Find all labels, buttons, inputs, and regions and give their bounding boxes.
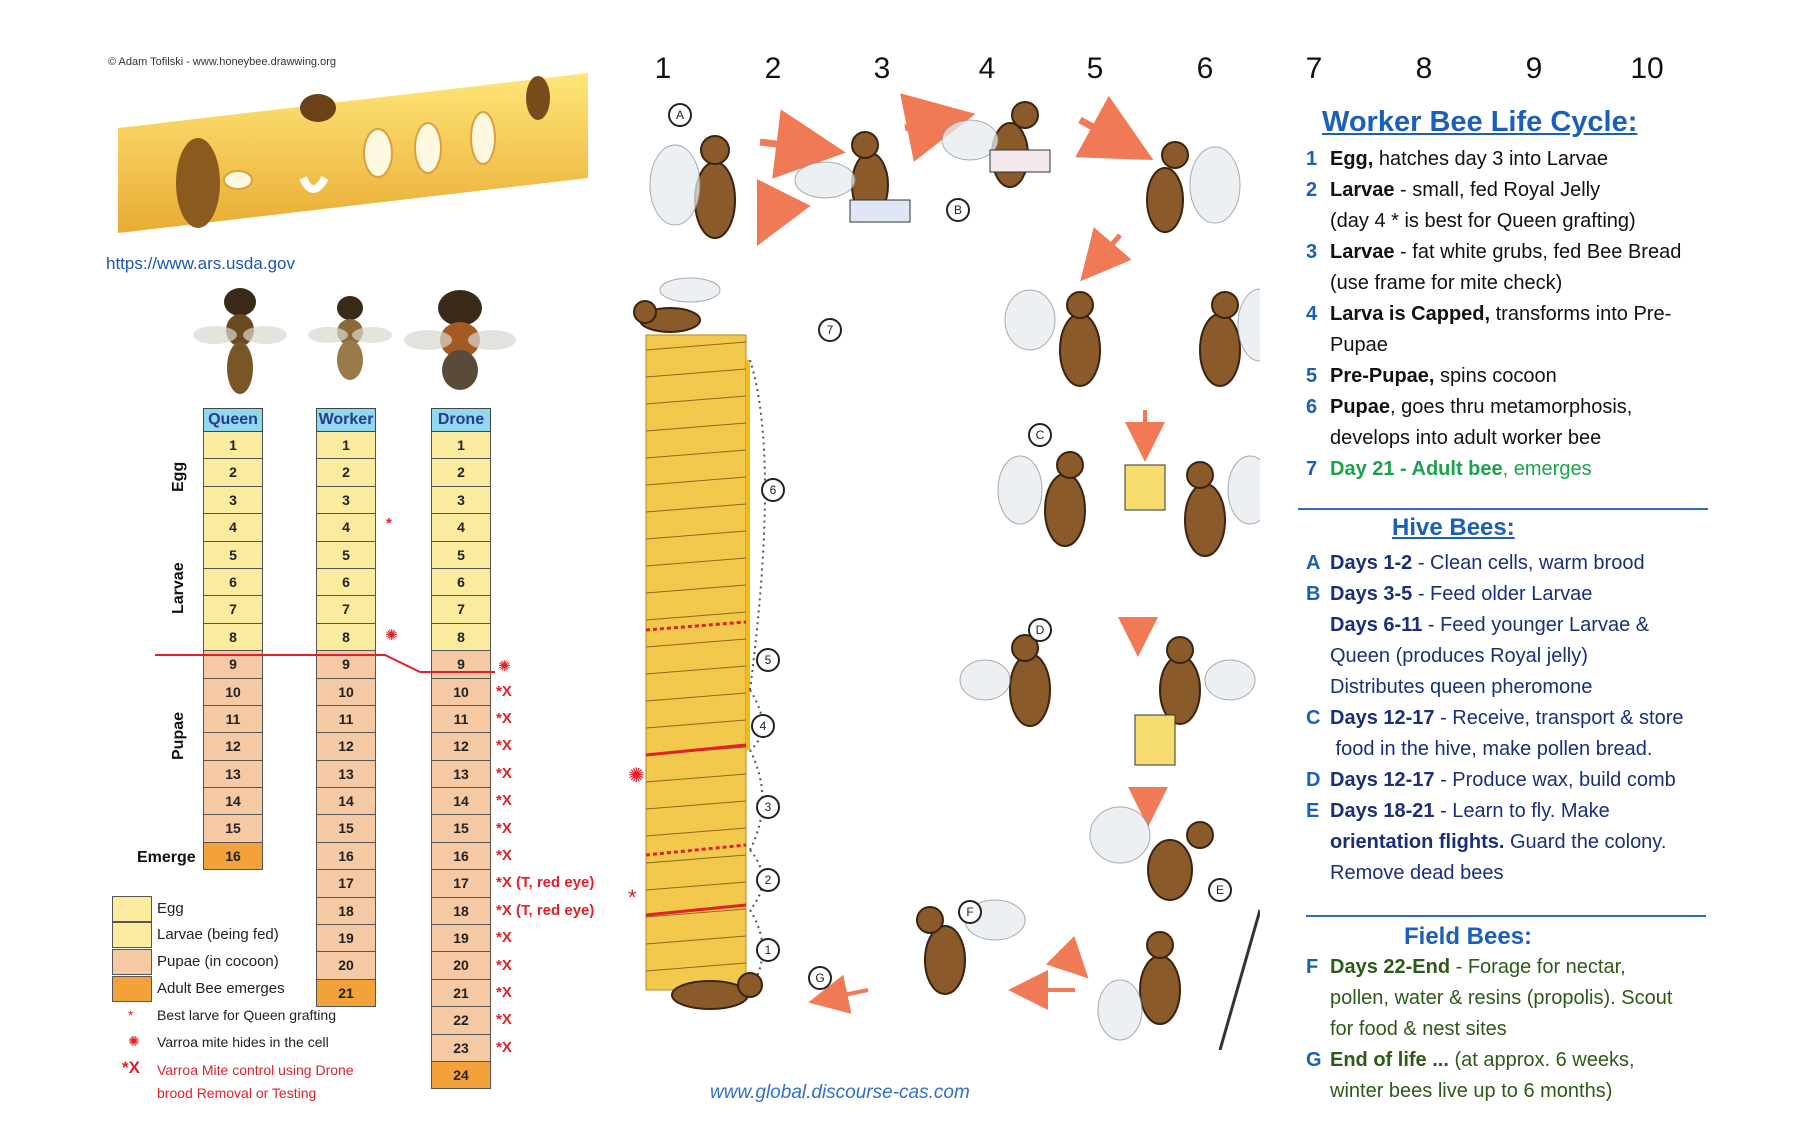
drone-control-mark: *X xyxy=(496,764,512,782)
worker-day-cell: 18 xyxy=(316,898,376,925)
activity-letter: E xyxy=(1215,883,1225,897)
panel-line xyxy=(1306,270,1681,301)
item-text: for food & nest sites xyxy=(1330,1018,1507,1040)
hive-bees-list xyxy=(1306,550,1684,891)
item-text: transforms into Pre- xyxy=(1490,303,1672,325)
activity-letter: F xyxy=(966,905,974,919)
drone-control-mark: *X xyxy=(496,710,512,727)
field-bees-list xyxy=(1306,954,1672,1109)
drone-control-mark: *X xyxy=(496,1011,512,1029)
stage-label-larvae: Larvae xyxy=(170,562,187,614)
item-bold: Days 3-5 xyxy=(1330,583,1413,605)
drone-day-cell: 10 xyxy=(431,679,491,706)
panel-line xyxy=(1306,612,1684,643)
item-bold: orientation flights. xyxy=(1330,831,1505,853)
item-number: F xyxy=(1306,956,1319,978)
queen-day-cell: 4 xyxy=(203,514,263,541)
item-number: 4 xyxy=(1306,303,1318,325)
panel-line xyxy=(1306,1047,1672,1078)
item-bold: Egg, xyxy=(1330,148,1374,170)
top-number: 8 xyxy=(1415,52,1433,85)
top-number: 9 xyxy=(1525,52,1543,85)
drone-day-cell: 11 xyxy=(431,706,491,733)
worker-day-cell: 15 xyxy=(316,815,376,842)
panel-line xyxy=(1306,425,1681,456)
item-text: - Learn to fly. Make xyxy=(1434,800,1610,822)
item-bold: Larva is Capped, xyxy=(1330,303,1491,325)
legend-pupae-swatch xyxy=(112,949,152,975)
drone-control-mark: *X xyxy=(496,819,512,837)
queen-day-cell: 7 xyxy=(203,596,263,623)
activity-letter: G xyxy=(815,971,825,985)
item-bold: Days 6-11 xyxy=(1330,614,1423,636)
item-text: - Clean cells, warm brood xyxy=(1412,552,1645,574)
queen-day-cell: 2 xyxy=(203,459,263,486)
worker-day-cell: 8 xyxy=(316,624,376,651)
item-bold: End of life ... xyxy=(1330,1049,1449,1071)
capping-line xyxy=(150,650,495,680)
top-number: 6 xyxy=(1196,52,1214,85)
divider xyxy=(1298,508,1708,510)
drone-day-cell: 16 xyxy=(431,843,491,870)
drone-day-cell: 14 xyxy=(431,788,491,815)
queen-day-cell: 3 xyxy=(203,487,263,514)
panel-line xyxy=(1306,332,1681,363)
top-number: 5 xyxy=(1086,52,1104,85)
worker-cycle-list xyxy=(1306,146,1681,487)
activity-letter: B xyxy=(953,203,963,217)
queen-day-cell: 5 xyxy=(203,542,263,569)
worker-column xyxy=(316,408,376,1007)
worker-day-cell: 10 xyxy=(316,679,376,706)
stage-label-egg: Egg xyxy=(170,461,187,492)
drone-control-mark: *X xyxy=(496,984,512,1001)
item-number: 2 xyxy=(1306,179,1318,201)
legend-x-note: brood Removal or Testing xyxy=(157,1085,317,1101)
top-number: 1 xyxy=(654,52,672,85)
activity-letter: A xyxy=(675,108,685,122)
drone-control-mark: *X xyxy=(496,929,512,947)
legend-mite-note: Varroa mite hides in the cell xyxy=(157,1034,329,1050)
panel-line xyxy=(1306,146,1681,177)
drone-control-mark: *X xyxy=(496,1038,512,1056)
item-number: E xyxy=(1306,800,1320,822)
item-number: 7 xyxy=(1306,458,1318,480)
top-number: 7 xyxy=(1305,52,1323,85)
item-text: - Produce wax, build comb xyxy=(1434,769,1676,791)
legend-star-note: Best larve for Queen grafting xyxy=(157,1007,336,1023)
drone-control-mark: *X (T, red eye) xyxy=(496,901,595,919)
worker-day-cell: 1 xyxy=(316,432,376,459)
worker-day-cell: 19 xyxy=(316,925,376,952)
panel-line xyxy=(1306,363,1681,394)
item-number: D xyxy=(1306,769,1321,791)
legend-x-note: Varroa Mite control using Drone xyxy=(157,1062,354,1078)
drone-day-cell: 1 xyxy=(431,432,491,459)
panel-line xyxy=(1306,1016,1672,1047)
item-bold: Days 18-21 xyxy=(1330,800,1435,822)
item-text: Distributes queen pheromone xyxy=(1330,676,1593,698)
drone-day-cell: 5 xyxy=(431,542,491,569)
item-number: 5 xyxy=(1306,365,1318,387)
item-text: , goes thru metamorphosis, xyxy=(1390,396,1633,418)
worker-day-cell: 7 xyxy=(316,596,376,623)
queen-day-cell: 13 xyxy=(203,761,263,788)
panel-line xyxy=(1306,674,1684,705)
item-text: - small, fed Royal Jelly xyxy=(1394,179,1601,201)
hive-bees-title: Hive Bees: xyxy=(1392,514,1515,541)
drone-day-cell: 3 xyxy=(431,487,491,514)
stage-number: 6 xyxy=(769,483,777,497)
legend-adult-label: Adult Bee emerges xyxy=(157,980,285,997)
item-text: spins cocoon xyxy=(1434,365,1557,387)
item-bold: Days 22-End xyxy=(1330,956,1451,978)
worker-day-cell: 5 xyxy=(316,542,376,569)
item-text: winter bees live up to 6 months) xyxy=(1330,1080,1613,1102)
panel-line xyxy=(1306,767,1684,798)
worker-day-cell: 12 xyxy=(316,733,376,760)
panel-line xyxy=(1306,736,1684,767)
queen-day-cell: 8 xyxy=(203,624,263,651)
life-cycle-diagram xyxy=(600,90,1260,1080)
queen-day-cell: 1 xyxy=(203,432,263,459)
stage-number: 7 xyxy=(826,323,834,337)
item-text: - Feed younger Larvae & xyxy=(1422,614,1650,636)
item-text: hatches day 3 into Larvae xyxy=(1373,148,1608,170)
divider xyxy=(1306,915,1706,917)
worker-day-cell: 13 xyxy=(316,761,376,788)
drone-day-cell: 19 xyxy=(431,925,491,952)
panel-line xyxy=(1306,985,1672,1016)
drone-control-mark: *X xyxy=(496,956,512,974)
queen-day-cell: 9 xyxy=(203,651,263,678)
legend-egg-swatch xyxy=(112,896,152,922)
worker-day-cell: 21 xyxy=(316,980,376,1007)
activity-letter: D xyxy=(1035,623,1045,637)
worker-day-cell: 14 xyxy=(316,788,376,815)
queen-day-cell: 15 xyxy=(203,815,263,842)
panel-line xyxy=(1306,1078,1672,1109)
worker-day-cell: 20 xyxy=(316,952,376,979)
item-text: food in the hive, make pollen bread. xyxy=(1330,738,1653,760)
item-bold: Larvae xyxy=(1330,179,1395,201)
item-text: develops into adult worker bee xyxy=(1330,427,1602,449)
top-number: 4 xyxy=(978,52,996,85)
drone-day-cell: 13 xyxy=(431,761,491,788)
drone-day-cell: 21 xyxy=(431,980,491,1007)
item-text: , emerges xyxy=(1502,458,1592,480)
copyright-credit: © Adam Tofilski - www.honeybee.drawwing.org xyxy=(108,56,337,68)
top-number: 2 xyxy=(764,52,782,85)
ars-url[interactable]: https://www.ars.usda.gov xyxy=(106,254,295,273)
panel-line xyxy=(1306,456,1681,487)
item-text: (day 4 * is best for Queen grafting) xyxy=(1330,210,1636,232)
mite-icon: ✺ xyxy=(628,765,645,787)
queen-day-cell: 16 xyxy=(203,843,263,870)
worker-header: Worker xyxy=(316,408,376,432)
stage-number: 2 xyxy=(764,873,772,887)
item-bold: Days 1-2 xyxy=(1330,552,1413,574)
mite-icon: ✺ xyxy=(498,658,511,675)
queen-day-cell: 6 xyxy=(203,569,263,596)
worker-day-cell: 17 xyxy=(316,870,376,897)
legend-mite-icon: ✺ xyxy=(128,1033,140,1049)
queen-column xyxy=(203,408,263,870)
panel-line xyxy=(1306,643,1684,674)
queen-day-cell: 11 xyxy=(203,706,263,733)
worker-day-cell: 6 xyxy=(316,569,376,596)
panel-line xyxy=(1306,954,1672,985)
queen-day-cell: 12 xyxy=(203,733,263,760)
footer-url[interactable]: www.global.discourse-cas.com xyxy=(710,1082,970,1103)
top-number: 3 xyxy=(873,52,891,85)
mite-icon: ✺ xyxy=(385,627,398,644)
item-bold: Days 12-17 xyxy=(1330,707,1435,729)
drone-day-cell: 24 xyxy=(431,1062,491,1089)
item-number: C xyxy=(1306,707,1321,729)
worker-day-cell: 9 xyxy=(316,651,376,678)
drone-day-cell: 7 xyxy=(431,596,491,623)
worker-day-cell: 3 xyxy=(316,487,376,514)
item-bold: Larvae xyxy=(1330,241,1395,263)
item-bold: Day 21 - Adult bee xyxy=(1330,458,1503,480)
item-text: (use frame for mite check) xyxy=(1330,272,1563,294)
worker-day-cell: 2 xyxy=(316,459,376,486)
queen-day-cell: 10 xyxy=(203,679,263,706)
drone-day-cell: 4 xyxy=(431,514,491,541)
stage-label-pupae: Pupae xyxy=(170,711,187,760)
activity-letter: C xyxy=(1035,428,1045,442)
worker-cycle-title: Worker Bee Life Cycle: xyxy=(1322,106,1638,138)
stage-number: 4 xyxy=(759,719,767,733)
legend-adult-swatch xyxy=(112,976,152,1002)
legend-larvae-swatch xyxy=(112,922,152,948)
drone-day-cell: 6 xyxy=(431,569,491,596)
drone-day-cell: 18 xyxy=(431,898,491,925)
honeycomb-illustration xyxy=(118,68,598,238)
panel-line xyxy=(1306,581,1684,612)
bee-portraits xyxy=(170,280,530,395)
item-number: 3 xyxy=(1306,241,1318,263)
drone-day-cell: 23 xyxy=(431,1035,491,1062)
drone-control-mark: *X xyxy=(496,792,512,810)
panel-line xyxy=(1306,208,1681,239)
drone-day-cell: 15 xyxy=(431,815,491,842)
item-text: - fat white grubs, fed Bee Bread xyxy=(1394,241,1682,263)
panel-line xyxy=(1306,860,1684,891)
panel-line xyxy=(1306,550,1684,581)
drone-day-cell: 12 xyxy=(431,733,491,760)
queen-day-cell: 14 xyxy=(203,788,263,815)
stage-number: 3 xyxy=(764,800,772,814)
item-text: Pupae xyxy=(1330,334,1388,356)
panel-line xyxy=(1306,829,1684,860)
legend-egg-label: Egg xyxy=(157,900,184,917)
legend-star-symbol: * xyxy=(128,1007,134,1023)
panel-line xyxy=(1306,239,1681,270)
brood-comb xyxy=(646,335,748,990)
stage-label-emerge: Emerge xyxy=(137,849,196,866)
item-number: B xyxy=(1306,583,1321,605)
drone-control-mark: *X xyxy=(496,682,512,700)
item-number: G xyxy=(1306,1049,1322,1071)
grafting-star: * xyxy=(628,885,637,910)
drone-day-cell: 20 xyxy=(431,952,491,979)
item-text: - Receive, transport & store xyxy=(1434,707,1684,729)
item-text: (at approx. 6 weeks, xyxy=(1448,1049,1635,1071)
drone-control-mark: *X xyxy=(496,737,512,755)
drone-control-mark: *X (T, red eye) xyxy=(496,874,595,892)
legend-larvae-label: Larvae (being fed) xyxy=(157,926,279,943)
queen-header: Queen xyxy=(203,408,263,432)
drone-column xyxy=(431,408,491,1089)
drone-header: Drone xyxy=(431,408,491,432)
panel-line xyxy=(1306,394,1681,425)
drone-day-cell: 22 xyxy=(431,1007,491,1034)
drone-day-cell: 2 xyxy=(431,459,491,486)
panel-line xyxy=(1306,705,1684,736)
worker-day-cell: 16 xyxy=(316,843,376,870)
item-text: Queen (produces Royal jelly) xyxy=(1330,645,1588,667)
item-text: Guard the colony. xyxy=(1504,831,1667,853)
stage-number: 5 xyxy=(764,653,772,667)
item-text: Remove dead bees xyxy=(1330,862,1504,884)
item-bold: Pre-Pupae, xyxy=(1330,365,1435,387)
field-bees-title: Field Bees: xyxy=(1404,923,1533,950)
drone-day-cell: 9 xyxy=(431,651,491,678)
drone-day-cell: 17 xyxy=(431,870,491,897)
panel-line xyxy=(1306,301,1681,332)
drone-day-cell: 8 xyxy=(431,624,491,651)
item-text: - Forage for nectar, xyxy=(1450,956,1626,978)
legend-pupae-label: Pupae (in cocoon) xyxy=(157,953,279,970)
stage-number: 1 xyxy=(764,943,772,957)
item-bold: Pupae xyxy=(1330,396,1391,418)
worker-day-cell: 4 xyxy=(316,514,376,541)
grafting-star: * xyxy=(386,515,392,532)
panel-line xyxy=(1306,177,1681,208)
panel-line xyxy=(1306,798,1684,829)
item-number: 6 xyxy=(1306,396,1318,418)
drone-control-mark: *X xyxy=(496,847,512,864)
legend-x-symbol: *X xyxy=(122,1058,140,1077)
item-number: A xyxy=(1306,552,1321,574)
item-text: - Feed older Larvae xyxy=(1412,583,1593,605)
item-number: 1 xyxy=(1306,148,1318,170)
item-text: pollen, water & resins (propolis). Scout xyxy=(1330,987,1673,1009)
item-bold: Days 12-17 xyxy=(1330,769,1435,791)
top-number: 10 xyxy=(1630,52,1664,85)
worker-day-cell: 11 xyxy=(316,706,376,733)
